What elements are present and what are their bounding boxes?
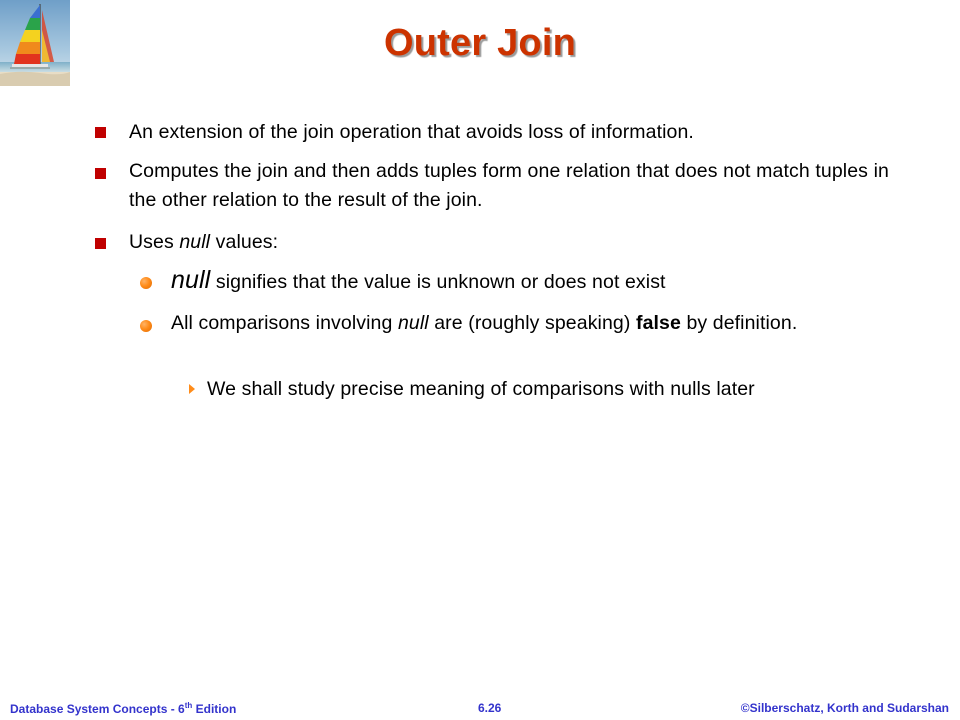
square-bullet-icon: [95, 238, 106, 249]
orange-dot-bullet-icon: [140, 277, 152, 289]
orange-dot-bullet-icon: [140, 320, 152, 332]
footer-page-number: 6.26: [478, 701, 502, 715]
bullet-text: Computes the join and then adds tuples form one relation that does not match tuples in the other relation to the result of the join.: [129, 160, 889, 211]
sub-sub-bullet-text: We shall study precise meaning of comparisons with nulls later: [207, 378, 755, 400]
footer-copyright: ©Silberschatz, Korth and Sudarshan: [740, 701, 949, 715]
footer-book-title: [10, 701, 236, 716]
sub-bullet-item: [171, 309, 871, 338]
bullet-text-post: values:: [210, 231, 279, 253]
slide-title: Outer Join: [383, 22, 577, 64]
bullet-text-emphasis: null: [179, 231, 211, 253]
bullet-item: [129, 228, 889, 257]
sub-bullet-emphasis: null: [397, 312, 429, 334]
sub-bullet-item: [171, 266, 871, 297]
sub-bullet-text-pre: All comparisons involving: [171, 312, 398, 334]
sub-bullet-text-post: signifies that the value is unknown or does not exist: [210, 271, 666, 293]
bullet-item: [129, 118, 889, 147]
sub-bullet-text-mid: are (roughly speaking): [428, 312, 636, 334]
square-bullet-icon: [95, 168, 106, 179]
footer-left-text: Database System Concepts - 6: [10, 702, 185, 716]
footer-left-superscript: th: [184, 701, 193, 710]
bullet-item: [129, 157, 889, 215]
bullet-text: An extension of the join operation that avoids loss of information.: [129, 121, 694, 143]
triangle-bullet-icon: [188, 383, 196, 395]
square-bullet-icon: [95, 127, 106, 138]
sub-bullet-strong: false: [635, 312, 681, 334]
sub-bullet-text-post: by definition.: [680, 312, 798, 334]
bullet-text-pre: Uses: [129, 231, 180, 253]
sub-bullet-emphasis: null: [171, 266, 211, 294]
footer-left-edition: Edition: [192, 702, 237, 716]
sub-sub-bullet-item: [207, 375, 887, 404]
